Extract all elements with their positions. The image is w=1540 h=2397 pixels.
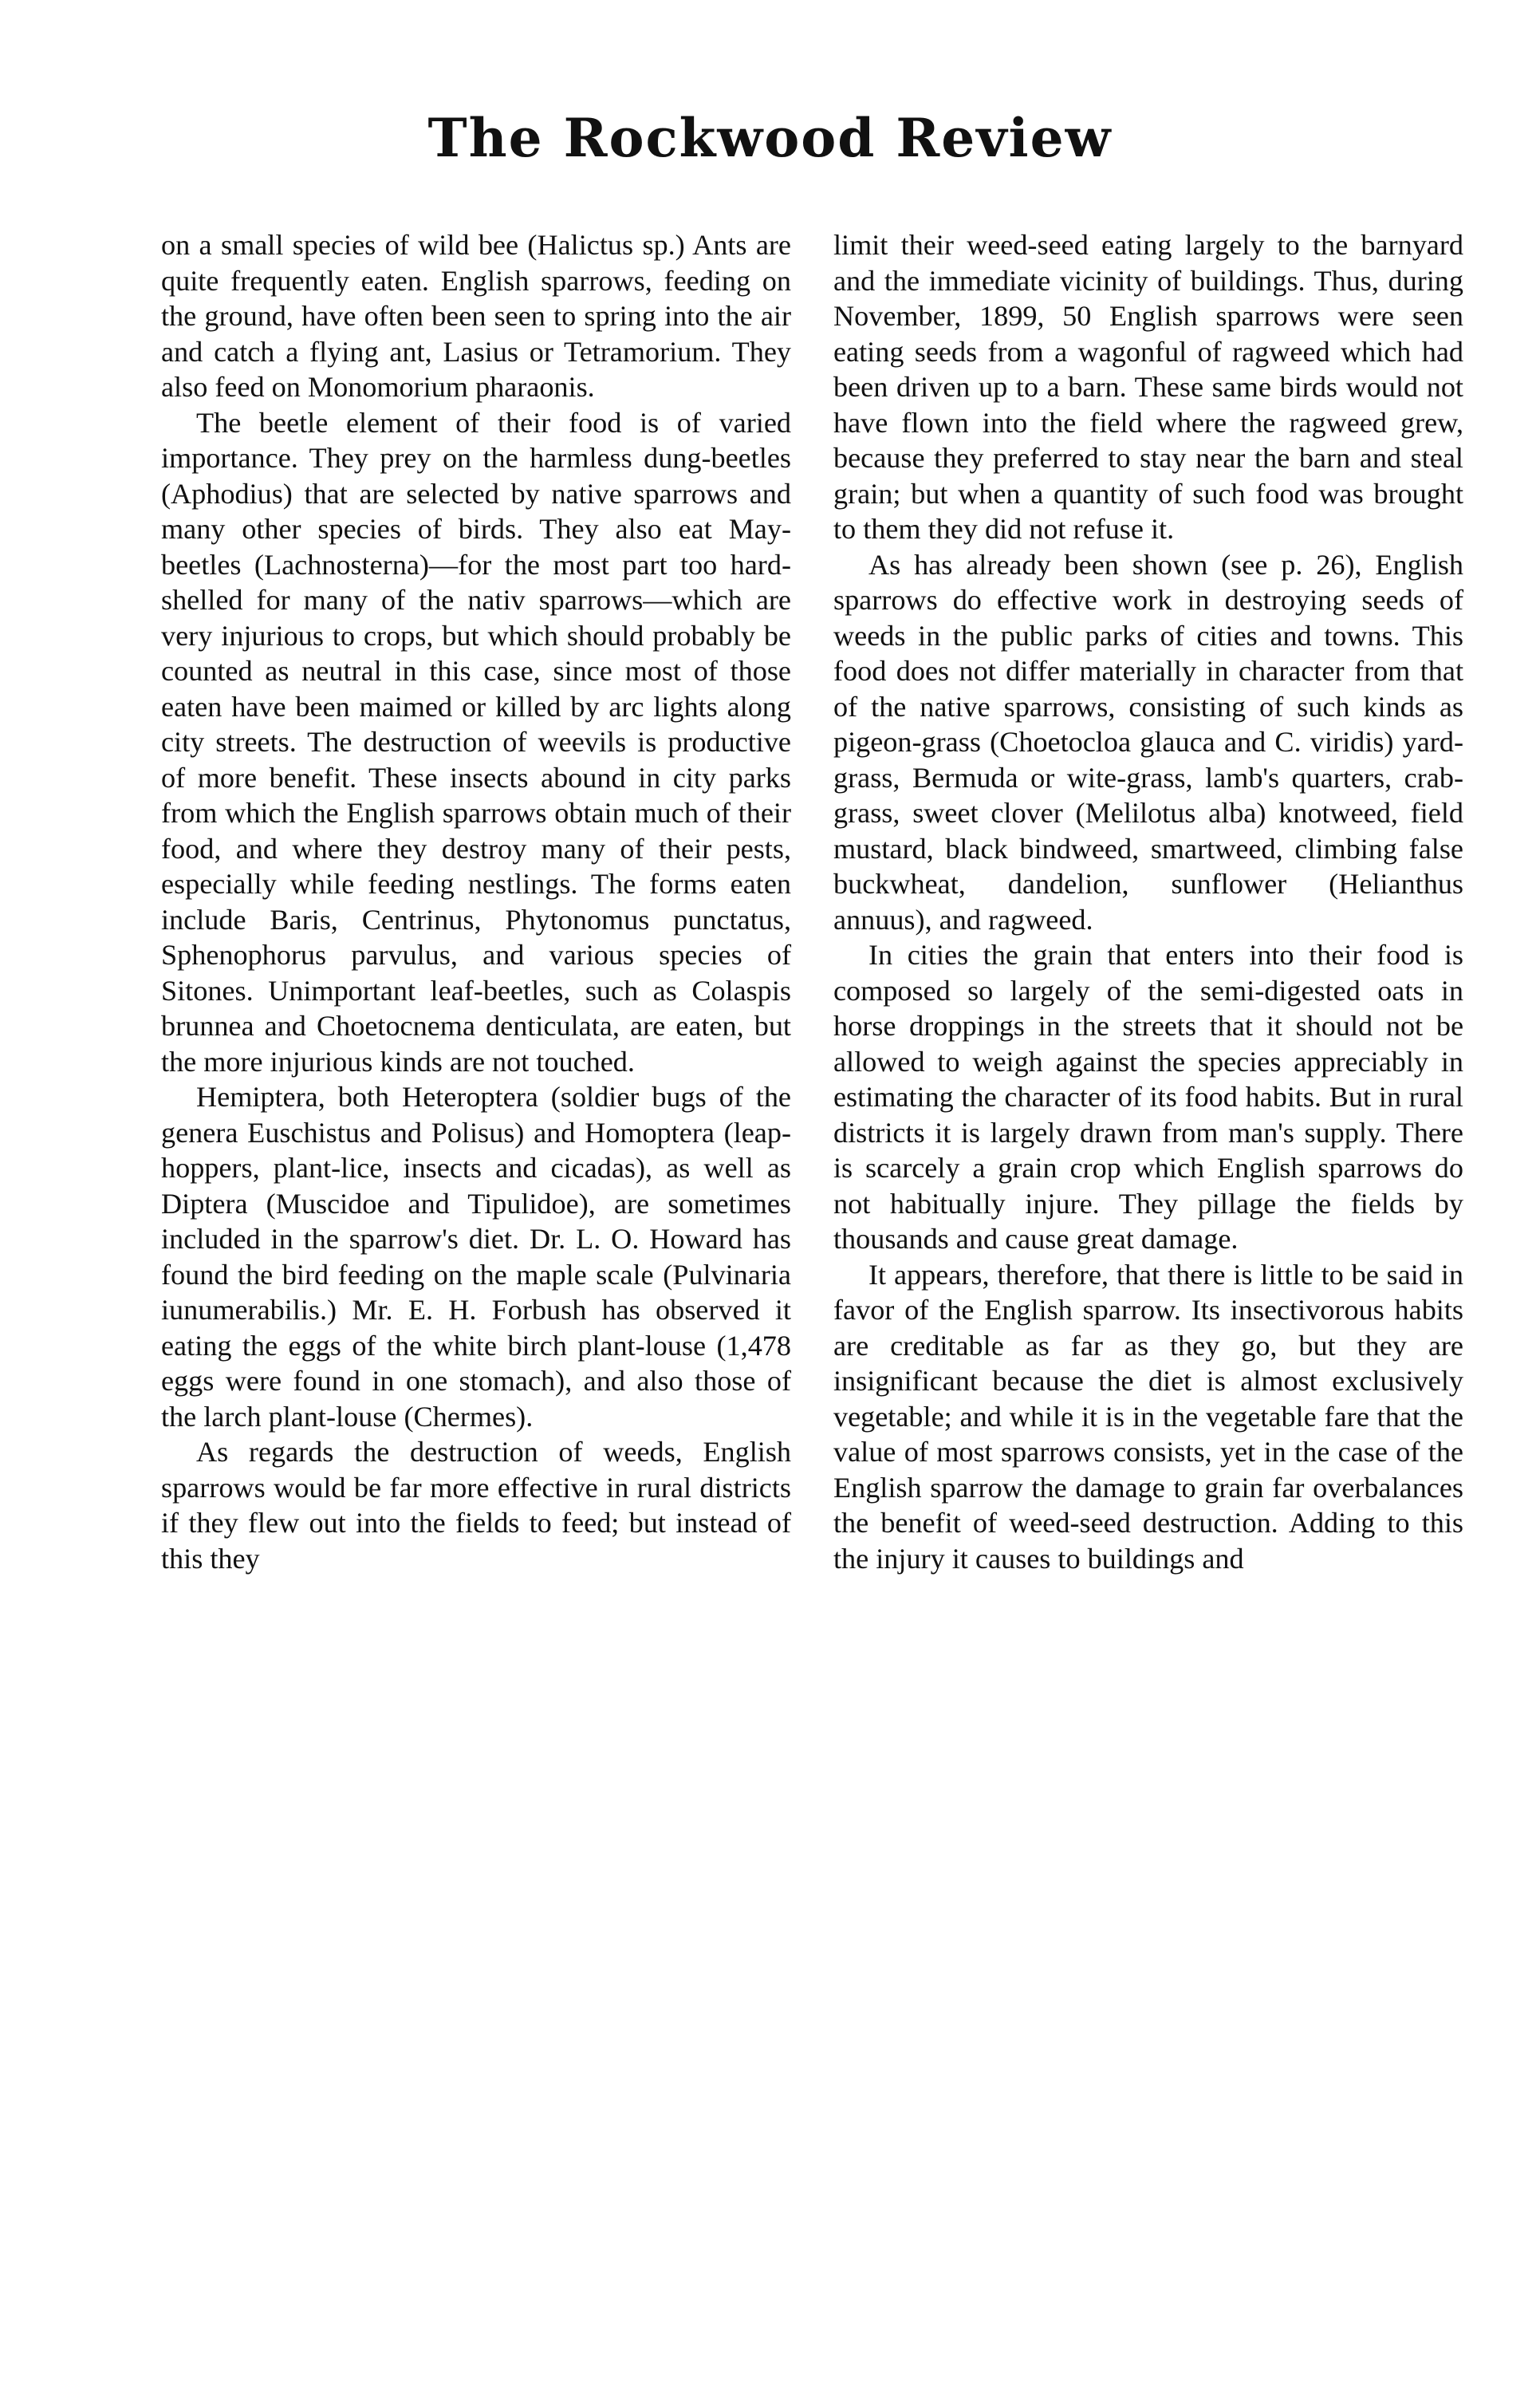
paragraph: The beetle element of their food is of varied importance. They prey on the harmless dung-beetles (Aphodius) that are selected by native sparrows and many other species of birds. They also eat May-beetles (Lachnosterna)—for the most part too hard-shelled for many of the nativ sparrows—which are very injurious to crops, but which should probably be counted as neutral in this case, since most of those eaten have been maimed or killed by arc lights along city streets. The destruction of weevils is productive of more benefit. These insects abound in city parks from which the English sparrows obtain much of their food, and where they destroy many of their pests, especially while feeding nestlings. The forms eaten include Baris, Centrinus, Phytonomus punctatus, Sphenophorus parvulus, and various species of Sitones. Unimportant leaf-beetles, such as Colaspis brunnea and Choetocnema denticulata, are eaten, but the more injurious kinds are not touched.	[161, 406, 791, 1078]
paragraph: Hemiptera, both Heteroptera (soldier bugs of the genera Euschistus and Polisus) and Homoptera (leap-hoppers, plant-lice, insects and cicadas), as well as Diptera (Muscidoe and Tipulidoe), are sometimes included in the sparrow's diet. Dr. L. O. Howard has found the bird feeding on the maple scale (Pulvinaria iunumerabilis.) Mr. E. H. Forbush has observed it eating the eggs of the white birch plant-louse (1,478 eggs were found in one stomach), and also those of the larch plant-louse (Chermes).	[161, 1081, 791, 1433]
paragraph: It appears, therefore, that there is little to be said in favor of the English sparrow. Its insectivorous habits are creditable as far as they go, but they are insignificant because the diet is almost exclusively vegetable; and while it is in the vegetable fare that the value of most sparrows consists, yet in the case of the English sparrow the damage to grain far overbalances the benefit of weed-seed destruction. Adding to this the injury it causes to buildings and	[833, 1258, 1463, 1575]
paragraph: In cities the grain that enters into their food is composed so largely of the semi-digested oats in horse droppings in the streets that it should not be allowed to weigh against the species appreciably in estimating the character of its food habits. But in rural districts it is largely drawn from man's supply. There is scarcely a grain crop which English sparrows do not habitually injure. They pillage the fields by thousands and cause great damage.	[833, 939, 1463, 1255]
page-header-title: The Rockwood Review	[427, 107, 1113, 169]
paragraph: As regards the destruction of weeds, English sparrows would be far more effective in rural districts if they flew out into the fields to feed; but instead of this they	[161, 1436, 791, 1575]
left-column	[161, 227, 791, 1576]
right-column	[833, 227, 1463, 1576]
paragraph: on a small species of wild bee (Halictus sp.) Ants are quite frequently eaten. English sparrows, feeding on the ground, have often been seen to spring into the air and catch a flying ant, Lasius or Tetramorium. They also feed on Monomorium pharaonis.	[161, 229, 791, 403]
paragraph: As has already been shown (see p. 26), English sparrows do effective work in destroying seeds of weeds in the public parks of cities and towns. This food does not differ materially in character from that of the native sparrows, consisting of such kinds as pigeon-grass (Choetocloa glauca and C. viridis) yard-grass, Bermuda or wite-grass, lamb's quarters, crab-grass, sweet clover (Melilotus alba) knotweed, field mustard, black bindweed, smartweed, climbing false buckwheat, dandelion, sunflower (Helianthus annuus), and ragweed.	[833, 548, 1463, 936]
paragraph: limit their weed-seed eating largely to the barnyard and the immediate vicinity of buildings. Thus, during November, 1899, 50 English sparrows were seen eating seeds from a wagonful of ragweed which had been driven up to a barn. These same birds would not have flown into the field where the ragweed grew, because they preferred to stay near the barn and steal grain; but when a quantity of such food was brought to them they did not refuse it.	[833, 229, 1463, 545]
